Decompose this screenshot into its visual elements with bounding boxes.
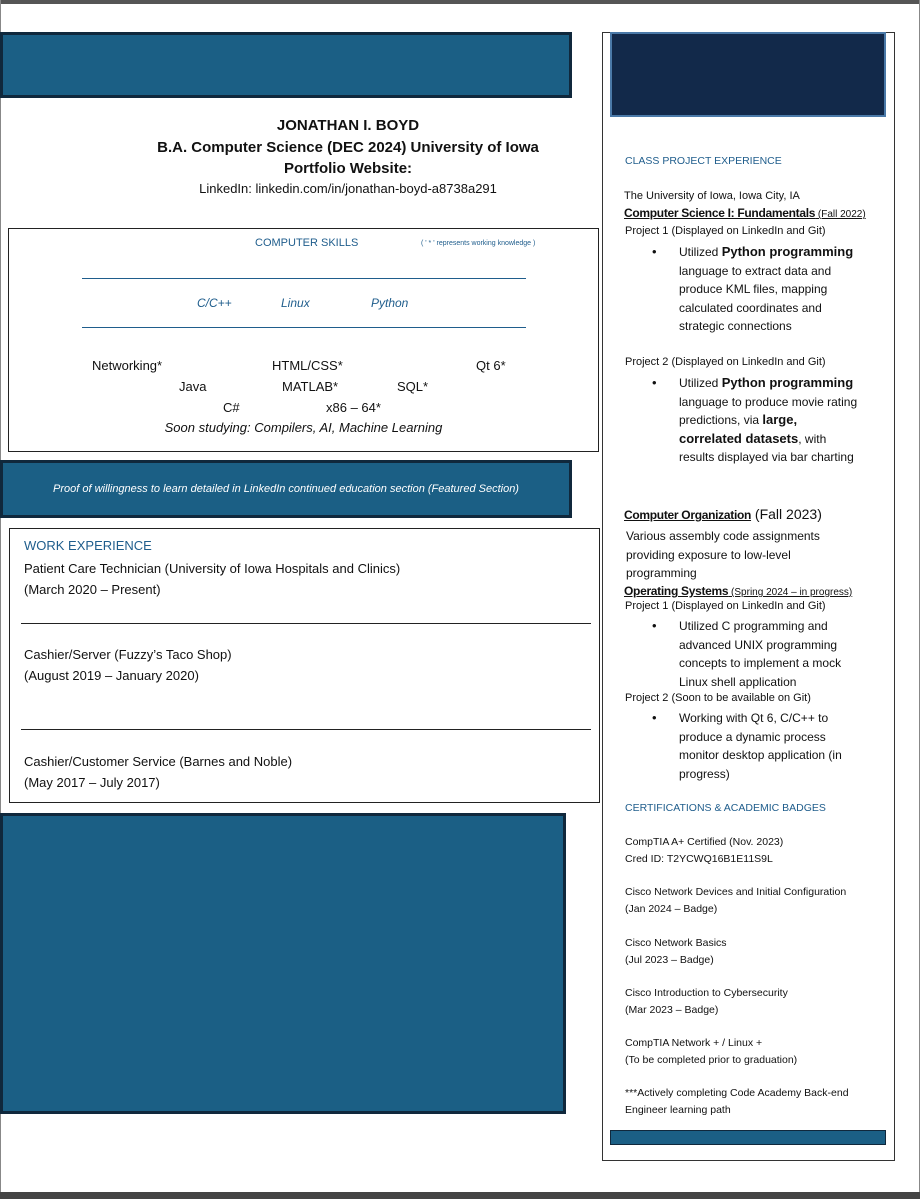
job-item: [24, 558, 400, 600]
project-bullets: [626, 374, 858, 467]
cert-item: [625, 1085, 849, 1119]
work-divider: [21, 729, 591, 730]
core-skill-cpp: C/C++: [197, 296, 232, 310]
page-top-border: [0, 0, 920, 4]
cert-item: [625, 985, 788, 1019]
project-bullets: [626, 617, 858, 691]
cert-detail: (Jan 2024 – Badge): [625, 903, 718, 915]
skills-divider-bottom: [82, 327, 526, 328]
bullet-emphasis: Python programming: [721, 375, 854, 390]
job-role: Patient Care Technician (University of Iowa Hospitals and Clinics): [24, 561, 401, 576]
project-bullet: [626, 243, 858, 336]
cert-title: Cisco Network Devices and Initial Configuration: [625, 886, 847, 898]
core-skill-python: Python: [371, 296, 409, 310]
org-description: Various assembly code assignments providing exposure to low-level programming: [626, 529, 820, 580]
project-label: Project 2 (Soon to be available on Git): [625, 692, 811, 704]
skill-java: Java: [179, 379, 207, 394]
sidebar-footer-bar: [610, 1130, 886, 1145]
job-dates: (March 2020 – Present): [24, 582, 161, 597]
course-title: Operating Systems: [624, 584, 729, 598]
proof-banner-text: Proof of willingness to learn detailed in LinkedIn continued education section (Featured Section): [53, 483, 519, 495]
project-bullets: [626, 243, 858, 336]
skills-divider-top: [82, 278, 526, 279]
skill-x86: x86 – 64*: [326, 400, 381, 415]
cert-detail: (Mar 2023 – Badge): [625, 1004, 719, 1016]
work-title: WORK EXPERIENCE: [24, 538, 152, 553]
bullet-text: Utilized: [679, 376, 722, 390]
skill-qt6: Qt 6*: [476, 358, 506, 373]
cert-title: Cisco Network Basics: [625, 937, 727, 949]
project-bullets: [626, 709, 858, 783]
course-cs1: [624, 206, 890, 220]
project-bullet: • Utilized C programming and advanced UNIX programming concepts to implement a mock Linux shell application: [626, 617, 858, 691]
bullet-emphasis: large, correlated datasets: [679, 412, 799, 446]
cert-item: [625, 884, 846, 918]
core-skill-linux: Linux: [281, 296, 310, 310]
cert-detail: (To be completed prior to graduation): [625, 1054, 798, 1066]
sidebar-header-block: [610, 32, 886, 117]
job-item: [24, 751, 292, 793]
bullet-text: language to extract data and produce KML files, mapping calculated coordinates and strategic connections: [679, 263, 832, 333]
bullet-emphasis: Python programming: [721, 244, 854, 259]
skill-sql: SQL*: [397, 379, 429, 394]
skills-note: ( ' * ' represents working knowledge ): [421, 240, 536, 247]
course-term: (Fall 2023): [751, 506, 822, 522]
cert-title: Cisco Introduction to Cybersecurity: [625, 987, 788, 999]
cert-title: CompTIA A+ Certified (Nov. 2023): [625, 836, 784, 848]
project-bullet: [626, 374, 858, 467]
project-label: Project 1 (Displayed on LinkedIn and Git): [625, 225, 826, 237]
linkedin-link[interactable]: LinkedIn: linkedin.com/in/jonathan-boyd-a8738a291: [199, 181, 497, 196]
degree-line: B.A. Computer Science (DEC 2024) University of Iowa: [157, 139, 539, 156]
proof-banner: [0, 460, 572, 518]
skills-title: COMPUTER SKILLS: [255, 237, 359, 249]
school-line: The University of Iowa, Iowa City, IA: [624, 190, 800, 202]
job-dates: (August 2019 – January 2020): [24, 668, 199, 683]
course-org: [624, 506, 890, 524]
cert-detail: Engineer learning path: [625, 1104, 731, 1116]
cert-detail: Cred ID: T2YCWQ16B1E11S9L: [625, 853, 773, 865]
cert-detail: (Jul 2023 – Badge): [625, 954, 714, 966]
bullet-text: language to produce movie rating predictions, via: [679, 394, 858, 427]
skill-csharp: C#: [223, 400, 240, 415]
bottom-accent-block: [0, 813, 566, 1114]
certs-heading: CERTIFICATIONS & ACADEMIC BADGES: [625, 802, 826, 814]
portfolio-label: Portfolio Website:: [283, 160, 413, 177]
cert-title: CompTIA Network + / Linux +: [625, 1037, 763, 1049]
cert-title: ***Actively completing Code Academy Back-end: [625, 1087, 849, 1099]
work-experience-section: [9, 528, 600, 803]
job-role: Cashier/Customer Service (Barnes and Noble): [24, 754, 293, 769]
soon-studying: Soon studying: Compilers, AI, Machine Learning: [164, 420, 443, 435]
job-role: Cashier/Server (Fuzzy’s Taco Shop): [24, 647, 232, 662]
course-term: (Spring 2024 – in progress): [728, 587, 853, 598]
course-title: Computer Science I: Fundamentals: [624, 206, 816, 220]
bullet-text: Utilized: [679, 245, 722, 259]
skill-networking: Networking*: [92, 358, 163, 373]
bullet-text: , with results displayed via bar charting: [679, 431, 854, 464]
course-term: (Fall 2022): [815, 209, 866, 220]
cert-item: [625, 834, 783, 868]
project-label: Project 2 (Displayed on LinkedIn and Git): [625, 356, 826, 368]
projects-heading: CLASS PROJECT EXPERIENCE: [625, 155, 782, 167]
job-dates: (May 2017 – July 2017): [24, 775, 160, 790]
computer-skills-section: [8, 228, 599, 452]
cert-item: [625, 1035, 797, 1069]
resume-name: JONATHAN I. BOYD: [276, 117, 420, 134]
cert-item: [625, 935, 727, 969]
skill-html-css: HTML/CSS*: [272, 358, 343, 373]
project-bullet: • Working with Qt 6, C/C++ to produce a dynamic process monitor desktop application (in progress): [626, 709, 858, 783]
header-accent-bar: [0, 32, 572, 98]
project-label: Project 1 (Displayed on LinkedIn and Git): [625, 600, 826, 612]
skill-matlab: MATLAB*: [282, 379, 339, 394]
course-title: Computer Organization: [624, 508, 752, 522]
job-item: [24, 644, 232, 686]
page-bottom-border: [0, 1192, 920, 1199]
work-divider: [21, 623, 591, 624]
